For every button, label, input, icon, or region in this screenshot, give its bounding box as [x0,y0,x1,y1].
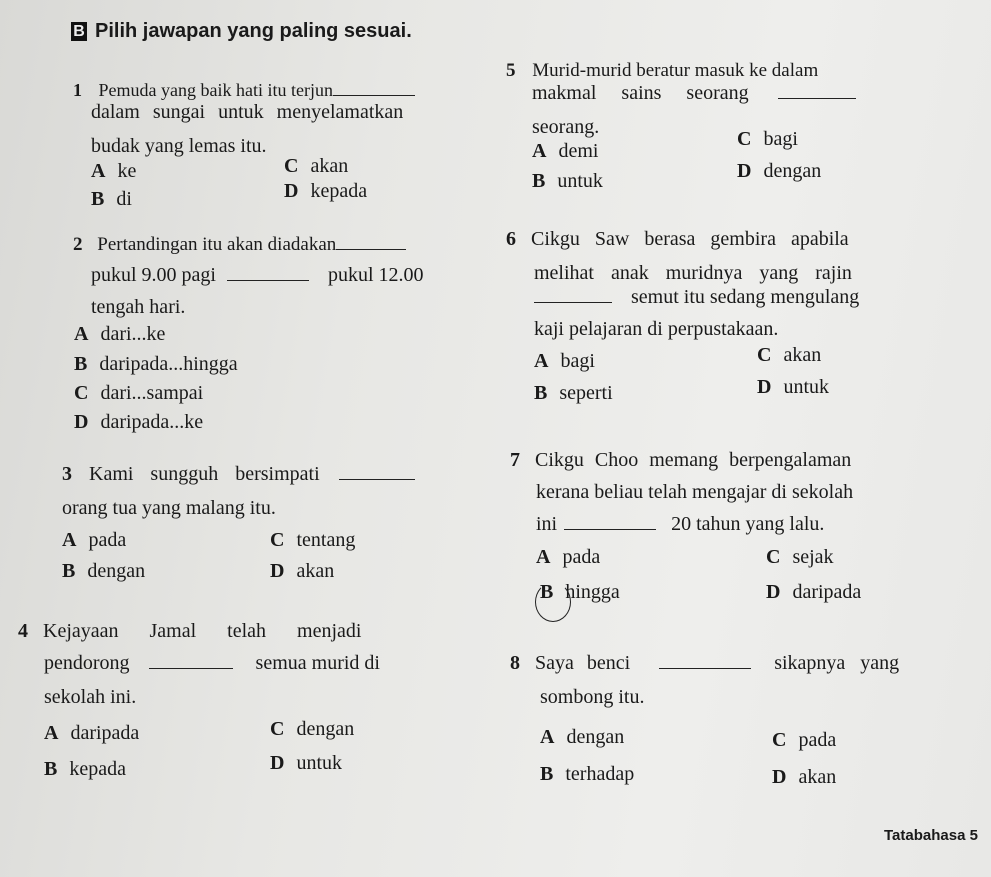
option-b[interactable]: B seperti [534,382,613,404]
answer-blank [336,235,406,250]
option-b[interactable]: B daripada...hingga [74,353,238,375]
option-a[interactable]: A bagi [534,350,595,372]
answer-blank [534,288,612,303]
option-d[interactable]: D daripada...ke [74,411,204,433]
option-text: akan [310,155,349,177]
question-text-line: pukul 12.00 [328,264,424,286]
option-text: dengan [763,160,822,182]
answer-blank [659,654,751,669]
option-d[interactable]: D dengan [737,160,822,182]
option-text: tentang [296,529,356,551]
question-text-line: Murid-murid beratur masuk ke dalam [532,60,819,81]
question-text-line: Kejayaan Jamal telah menjadi [43,620,362,642]
question-text-line: pukul 9.00 pagi [91,264,216,286]
option-c[interactable]: C bagi [737,128,798,150]
question-text-line: semut itu sedang mengulang [631,286,860,308]
question-text-line: melihat anak muridnya yang rajin [534,262,852,284]
question-text-line: makmal sains seorang [532,82,749,104]
option-d[interactable]: D akan [270,560,335,582]
question-text-line: dalam sungai untuk menyelamatkan [91,101,404,123]
option-text: untuk [783,376,830,398]
option-c[interactable]: C akan [757,344,822,366]
question-text-line: sikapnya yang [774,652,900,674]
option-a[interactable]: A dengan [540,726,625,748]
answer-blank [339,465,415,480]
option-text: kepada [310,180,368,202]
option-d[interactable]: D akan [772,766,837,788]
question-text-line: budak yang lemas itu. [91,135,267,157]
option-text: pada [798,729,837,751]
answer-blank [149,654,233,669]
option-text: untuk [557,170,603,192]
option-b[interactable]: B hingga [540,581,620,603]
answer-blank [227,266,309,281]
option-text: kepada [69,758,126,780]
question-text-line: ini [536,513,558,535]
option-text: sejak [792,546,834,568]
question-text-line: tengah hari. [91,296,186,318]
option-a[interactable]: A demi [532,140,599,162]
option-text: akan [783,344,822,366]
question-number: 4 [18,620,28,642]
option-d[interactable]: D kepada [284,180,368,202]
pen-circle-mark [535,582,571,622]
question-number: 3 [62,463,72,485]
option-b[interactable]: B di [91,188,132,210]
option-a[interactable]: A pada [536,546,601,568]
answer-blank [564,515,656,530]
question-number: 6 [506,228,516,250]
question-text-line: pendorong [44,652,130,674]
question-number: 5 [506,60,516,81]
option-b[interactable]: B terhadap [540,763,635,785]
question-text-line: sekolah ini. [44,686,137,708]
question-text-line: Pertandingan itu akan diadakan [97,234,337,255]
question-text-line: Cikgu Saw berasa gembira apabila [531,228,849,250]
page-footer: Tatabahasa 5 [884,827,978,844]
option-text: pada [88,529,127,551]
option-text: daripada [792,581,862,603]
option-text: hingga [565,581,620,603]
option-text: bagi [763,128,798,150]
option-b[interactable]: B dengan [62,560,146,582]
option-text: dengan [566,726,625,748]
option-b[interactable]: B untuk [532,170,603,192]
option-text: daripada...hingga [99,353,238,375]
option-d[interactable]: D untuk [270,752,343,774]
question-text-line: kaji pelajaran di perpustakaan. [534,318,779,340]
option-text: daripada...ke [100,411,204,433]
section-letter: B [71,22,87,41]
question-text-line: Cikgu Choo memang berpengalaman [535,449,852,471]
option-d[interactable]: D daripada [766,581,862,603]
option-d[interactable]: D untuk [757,376,830,398]
option-text: akan [798,766,837,788]
section-instruction: Pilih jawapan yang paling sesuai. [95,20,412,42]
option-text: demi [558,140,599,162]
option-text: akan [296,560,335,582]
option-c[interactable]: C tentang [270,529,356,551]
option-c[interactable]: C dari...sampai [74,382,204,404]
question-text-line: Saya benci [535,652,631,674]
answer-blank [333,81,415,96]
option-c[interactable]: C sejak [766,546,834,568]
question-text-line: Pemuda yang baik hati itu terjun [98,80,333,100]
option-a[interactable]: A daripada [44,722,140,744]
answer-blank [778,84,856,99]
option-text: dengan [296,718,355,740]
question-number: 8 [510,652,520,674]
option-text: terhadap [565,763,635,785]
question-text-line: semua murid di [255,652,380,674]
option-a[interactable]: A ke [91,160,137,182]
question-number: 1 [73,80,82,100]
option-text: seperti [559,382,613,404]
question-text-line: 20 tahun yang lalu. [671,513,825,535]
option-text: dari...sampai [100,382,204,404]
section-header [71,20,412,43]
option-a[interactable]: A pada [62,529,127,551]
option-a[interactable]: A dari...ke [74,323,166,345]
option-c[interactable]: C dengan [270,718,355,740]
option-text: ke [117,160,137,182]
question-text-line: orang tua yang malang itu. [62,497,276,519]
question-number: 2 [73,234,83,255]
option-text: untuk [296,752,343,774]
question-text-line: sombong itu. [540,686,645,708]
option-text: pada [562,546,601,568]
option-text: daripada [70,722,140,744]
question-text-line: Kami sungguh bersimpati [89,463,320,485]
question-number: 7 [510,449,520,471]
question-text-line: seorang. [532,116,600,138]
option-b[interactable]: B kepada [44,758,126,780]
option-text: dari...ke [100,323,166,345]
question-text-line: kerana beliau telah mengajar di sekolah [536,481,854,503]
option-c[interactable]: C akan [284,155,349,177]
option-text: dengan [87,560,146,582]
option-text: di [116,188,132,210]
option-text: bagi [560,350,595,372]
option-c[interactable]: C pada [772,729,837,751]
